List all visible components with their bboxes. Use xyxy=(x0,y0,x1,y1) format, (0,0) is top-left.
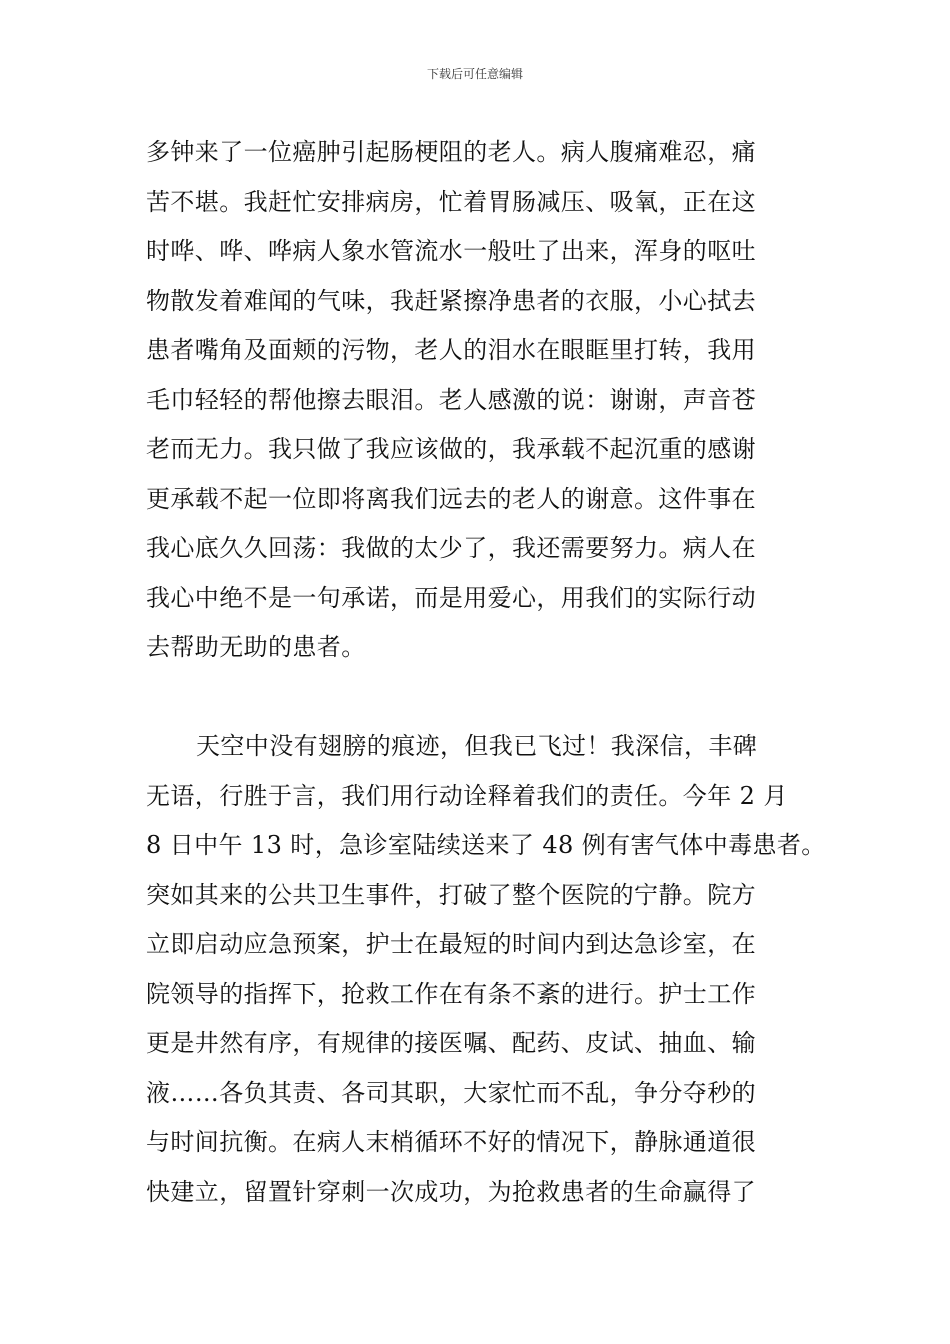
text-line: 我心底久久回荡：我做的太少了，我还需要努力。病人在 xyxy=(146,534,756,562)
text-line: 更是井然有序，有规律的接医嘱、配药、皮试、抽血、输 xyxy=(146,1029,756,1057)
text-line: 老而无力。我只做了我应该做的，我承载不起沉重的感谢 xyxy=(146,435,756,463)
text-line: 突如其来的公共卫生事件，打破了整个医院的宁静。院方 xyxy=(146,880,756,909)
text-line: 与时间抗衡。在病人末梢循环不好的情况下，静脉通道很 xyxy=(146,1128,756,1156)
document-body xyxy=(146,128,826,1217)
text-line: 苦不堪。我赶忙安排病房，忙着胃肠减压、吸氧，正在这 xyxy=(146,187,756,216)
text-line: 患者嘴角及面颊的污物，老人的泪水在眼眶里打转，我用 xyxy=(146,336,756,364)
text-line: 去帮助无助的患者。 xyxy=(146,633,366,661)
text-line: 天空中没有翅膀的痕迹，但我已飞过！我深信，丰碑 xyxy=(196,732,758,760)
text-line: 更承载不起一位即将离我们远去的老人的谢意。这件事在 xyxy=(146,484,756,513)
text-line: 物散发着难闻的气味，我赶紧擦净患者的衣服，小心拭去 xyxy=(146,286,756,315)
paragraph-spacer xyxy=(146,673,816,723)
paragraph-1 xyxy=(146,128,816,673)
text-line: 无语，行胜于言，我们用行动诠释着我们的责任。今年 2 月 xyxy=(146,781,788,810)
text-line: 立即启动应急预案，护士在最短的时间内到达急诊室，在 xyxy=(146,930,756,958)
text-line: 院领导的指挥下，抢救工作在有条不紊的进行。护士工作 xyxy=(146,979,756,1008)
page-header: 下载后可任意编辑 xyxy=(426,67,523,81)
text-line: 多钟来了一位癌肿引起肠梗阻的老人。病人腹痛难忍，痛 xyxy=(146,138,756,166)
text-line: 8 日中午 13 时，急诊室陆续送来了 48 例有害气体中毒患者。 xyxy=(146,831,826,859)
text-line: 毛巾轻轻的帮他擦去眼泪。老人感激的说：谢谢，声音苍 xyxy=(146,385,756,414)
text-line: 时哗、哗、哗病人象水管流水一般吐了出来，浑身的呕吐 xyxy=(146,237,756,265)
paragraph-2 xyxy=(146,722,826,1217)
text-line: 液……各负其责、各司其职，大家忙而不乱，争分夺秒的 xyxy=(146,1078,756,1107)
text-line: 快建立，留置针穿刺一次成功，为抢救患者的生命赢得了 xyxy=(146,1177,756,1206)
text-line: 我心中绝不是一句承诺，而是用爱心，用我们的实际行动 xyxy=(146,583,756,612)
